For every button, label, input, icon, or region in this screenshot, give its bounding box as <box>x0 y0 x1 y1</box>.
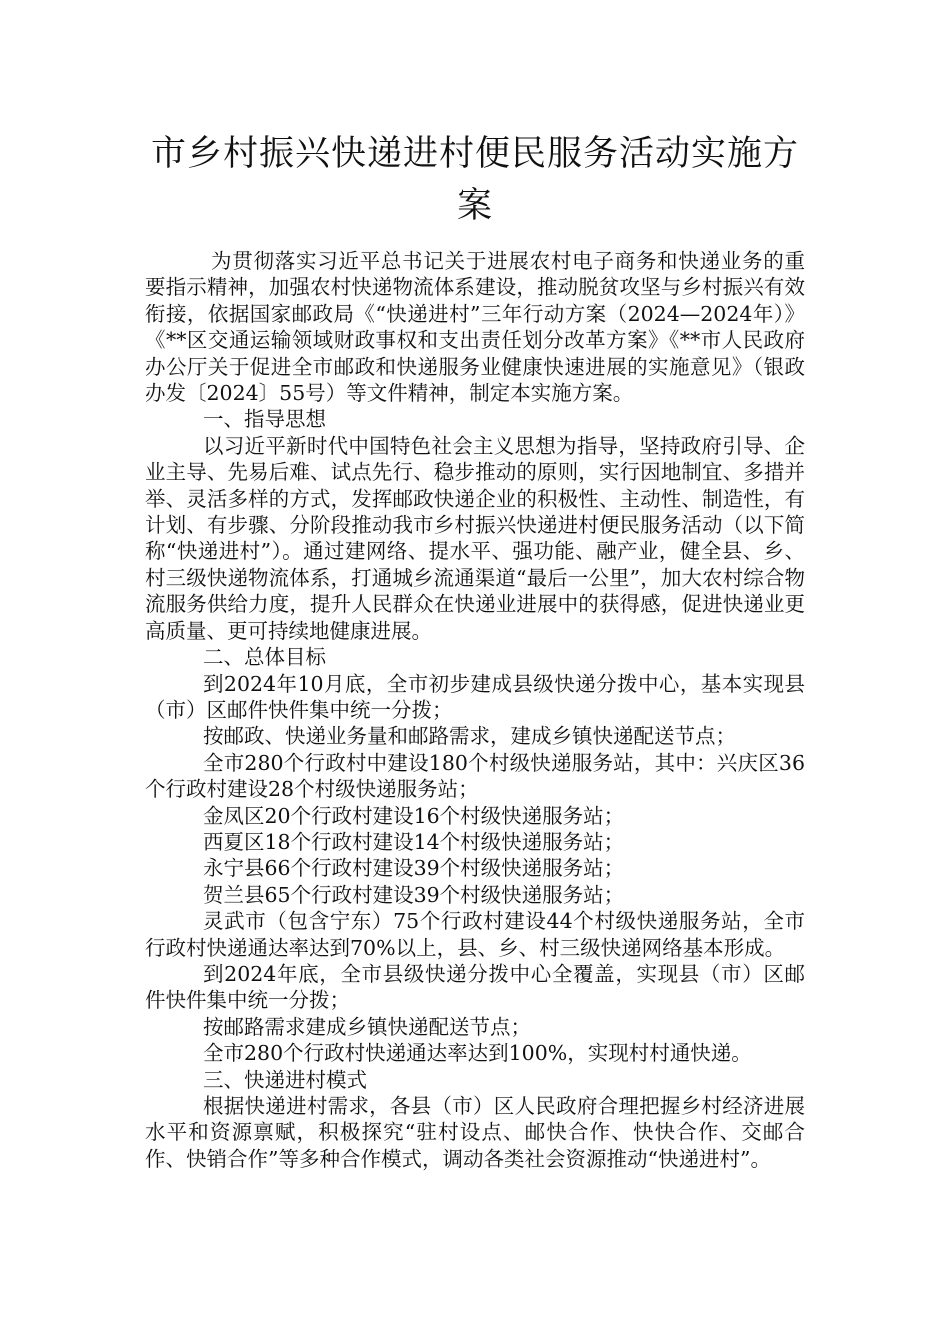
goal-paragraph: 灵武市（包含宁东）75个行政村建设44个村级快递服务站，全市行政村快递通达率达到70%以上，县、乡、村三级快递网络基本形成。 <box>145 909 805 960</box>
document-title: 市乡村振兴快递进村便民服务活动实施方案 <box>150 134 799 226</box>
section-heading-overall-goal: 二、总体目标 <box>203 645 326 670</box>
goal-paragraph: 贺兰县65个行政村建设39个村级快递服务站； <box>203 882 625 907</box>
goal-paragraph: 到2024年底，全市县级快递分拨中心全覆盖，实现县（市）区邮件快件集中统一分拨； <box>145 961 805 1013</box>
goal-paragraph: 西夏区18个行政村建设14个村级快递服务站； <box>203 829 625 854</box>
goal-paragraph: 到2024年10月底，全市初步建成县级快递分拨中心，基本实现县（市）区邮件快件集中统一分拨； <box>145 671 805 722</box>
goal-paragraph: 金凤区20个行政村建设16个村级快递服务站； <box>203 803 625 828</box>
goal-paragraph: 永宁县66个行政村建设39个村级快递服务站； <box>203 856 625 881</box>
goal-paragraph: 按邮政、快递业务量和邮路需求，建成乡镇快递配送节点； <box>203 724 736 749</box>
section-heading-delivery-mode: 三、快递进村模式 <box>203 1067 367 1092</box>
document-body <box>145 248 805 1172</box>
goal-paragraph: 按邮路需求建成乡镇快递配送节点； <box>203 1014 531 1039</box>
guiding-thought-paragraph: 以习近平新时代中国特色社会主义思想为指导，坚持政府引导、企业主导、先易后难、试点先行、稳步推动的原则，实行因地制宜、多措并举、灵活多样的方式，发挥邮政快递企业的积极性、主动性、制造性，有计划、有步骤、分阶段推动我市乡村振兴快递进村便民服务活动（以下简称“快递进村”）。通过建网络、提水平、强功能、融产业，健全县、乡、村三级快递物流体系，打通城乡流通渠道“最后一公里”，加大农村综合物流服务供给力度，提升人民群众在快递业进展中的获得感，促进快递业更高质量、更可持续地健康进展。 <box>145 433 805 643</box>
goal-paragraph: 全市280个行政村快递通达率达到100%，实现村村通快递。 <box>203 1041 752 1066</box>
delivery-mode-paragraph: 根据快递进村需求，各县（市）区人民政府合理把握乡村经济进展水平和资源禀赋，积极探究“驻村设点、邮快合作、快快合作、交邮合作、快销合作”等多种合作模式，调动各类社会资源推动“快递进村”。 <box>145 1094 805 1171</box>
goal-paragraph: 全市280个行政村中建设180个村级快递服务站，其中：兴庆区36个行政村建设28个村级快递服务站； <box>145 750 805 802</box>
section-heading-guiding-thought: 一、指导思想 <box>203 407 326 432</box>
intro-paragraph: 为贯彻落实习近平总书记关于进展农村电子商务和快递业务的重要指示精神，加强农村快递物流体系建设，推动脱贫攻坚与乡村振兴有效衔接，依据国家邮政局《“快递进村”三年行动方案（2024—2024年）》《**区交通运输领域财政事权和支出责任划分改革方案》《**市人民政府办公厅关于促进全市邮政和快递服务业健康快速进展的实施意见》（银政办发〔2024〕55号）等文件精神，制定本实施方案。 <box>145 249 805 406</box>
